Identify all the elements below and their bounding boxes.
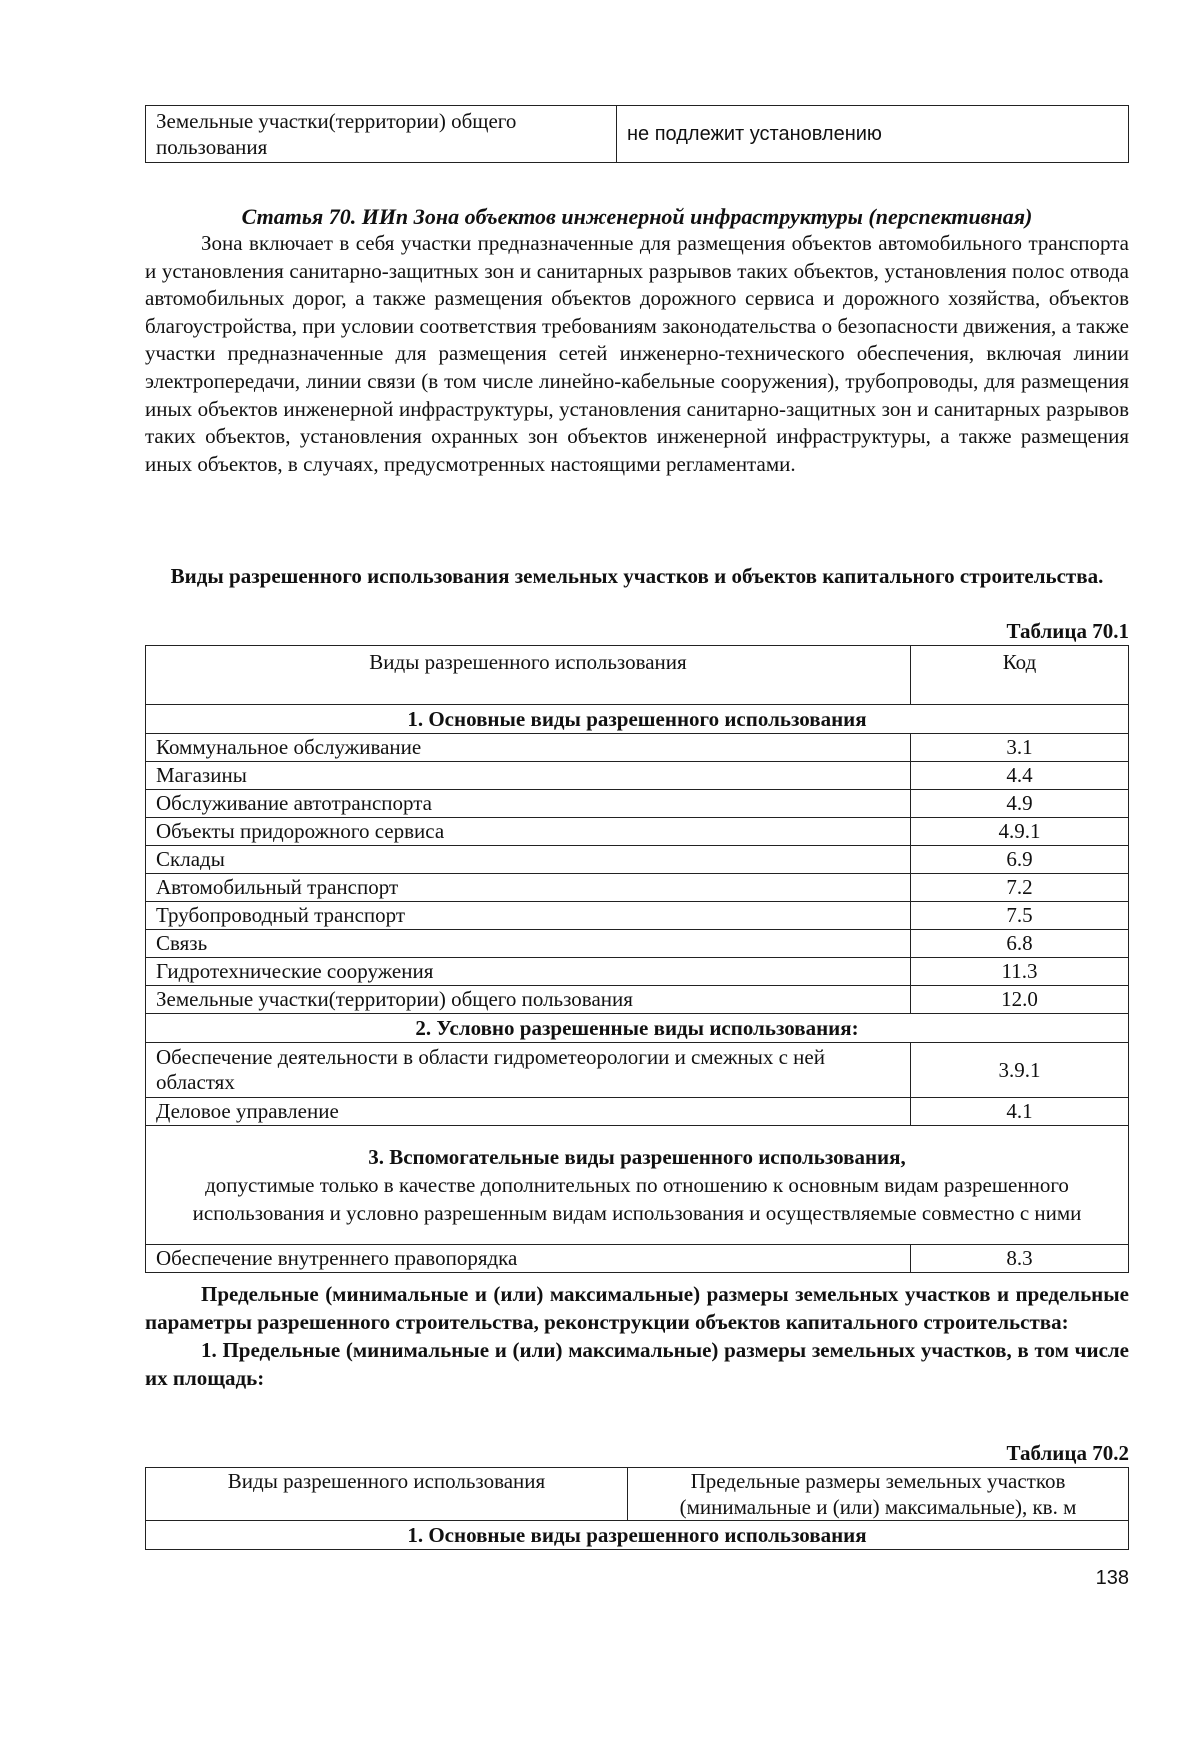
top-table-value-cell: не подлежит установлению [617, 106, 1129, 163]
header-name-cell: Виды разрешенного использования [146, 646, 911, 705]
use-code-cell: 3.1 [911, 734, 1129, 762]
header-code-cell: Код [911, 646, 1129, 705]
section-row-auxiliary [146, 1126, 1129, 1245]
use-code-cell: 4.1 [911, 1098, 1129, 1126]
use-name-cell: Трубопроводный транспорт [146, 902, 911, 930]
article-heading: Статья 70. ИИп Зона объектов инженерной инфраструктуры (перспективная) [241, 204, 1033, 229]
article-paragraph: Зона включает в себя участки предназначенные для размещения объектов автомобильного транспорта и установления санитарно-защитных зон и санитарных разрывов таких объектов, установления полос отвода автомобильных дорог, а также размещения объектов дорожного сервиса и дорожного хозяйства, объектов благоустройства, при условии соответствия требованиям законодательства о безопасности движения, а также участки предназначенные для размещения сетей инженерно-технического обеспечения, включая линии электропередачи, линии связи (в том числе линейно-кабельные сооружения), трубопроводы, для размещения иных объектов инженерной инфраструктуры, установления санитарно-защитных зон и санитарных разрывов таких объектов, установления охранных зон объектов инженерной инфраструктуры, а также размещения иных объектов, в случаях, предусмотренных настоящими регламентами. [145, 231, 1129, 476]
table-header-row [146, 646, 1129, 705]
use-code-cell: 4.9.1 [911, 818, 1129, 846]
limits-item-1: 1. Предельные (минимальные и (или) максимальные) размеры земельных участков, в том числе их площадь: [145, 1338, 1129, 1390]
header-name-cell: Виды разрешенного использования [146, 1468, 628, 1521]
table-row [146, 1043, 1129, 1098]
table-row [146, 106, 1129, 163]
table-row [146, 818, 1129, 846]
use-code-cell: 7.5 [911, 902, 1129, 930]
table1-subtitle: Виды разрешенного использования земельных участков и объектов капитального строительства. [170, 564, 1104, 588]
top-table [145, 105, 1129, 163]
size-limits-table [145, 1467, 1129, 1550]
use-code-cell: 7.2 [911, 874, 1129, 902]
conditional-rows [146, 1043, 1129, 1126]
section-conditional-title: 2. Условно разрешенные виды использования: [146, 1014, 1129, 1043]
use-name-cell: Объекты придорожного сервиса [146, 818, 911, 846]
main-rows [146, 734, 1129, 1014]
table-row [146, 902, 1129, 930]
use-name-cell: Склады [146, 846, 911, 874]
use-name-cell: Коммунальное обслуживание [146, 734, 911, 762]
table-row [146, 734, 1129, 762]
table2-label: Таблица 70.2 [1006, 1441, 1129, 1465]
use-name-cell: Деловое управление [146, 1098, 911, 1126]
section-main-title: 1. Основные виды разрешенного использования [146, 1521, 1129, 1550]
use-code-cell: 6.9 [911, 846, 1129, 874]
top-table-name-cell: Земельные участки(территории) общего пользования [146, 106, 617, 163]
use-name-cell: Земельные участки(территории) общего пользования [146, 986, 911, 1014]
section-auxiliary-text: допустимые только в качестве дополнительных по отношению к основным видам разрешенного использования и условно разрешенным видам использования и осуществляемые совместно с ними [192, 1173, 1082, 1225]
use-name-cell: Гидротехнические сооружения [146, 958, 911, 986]
permitted-uses-table [145, 645, 1129, 1273]
table-row [146, 874, 1129, 902]
section-row-conditional [146, 1014, 1129, 1043]
section-main-title: 1. Основные виды разрешенного использования [146, 705, 1129, 734]
header-limits-cell: Предельные размеры земельных участков (минимальные и (или) максимальные), кв. м [628, 1468, 1129, 1521]
auxiliary-rows [146, 1245, 1129, 1273]
section-auxiliary-cell [146, 1126, 1129, 1245]
table-row [146, 986, 1129, 1014]
table-row [146, 762, 1129, 790]
table-header-row [146, 1468, 1129, 1521]
use-code-cell: 11.3 [911, 958, 1129, 986]
section-row-main [146, 1521, 1129, 1550]
table-row [146, 1098, 1129, 1126]
page-number: 138 [1095, 1567, 1129, 1589]
use-code-cell: 6.8 [911, 930, 1129, 958]
use-name-cell: Обеспечение внутреннего правопорядка [146, 1245, 911, 1273]
use-code-cell: 4.4 [911, 762, 1129, 790]
use-name-cell: Магазины [146, 762, 911, 790]
table-row [146, 958, 1129, 986]
limits-section [145, 1280, 1129, 1392]
limits-intro: Предельные (минимальные и (или) максимальные) размеры земельных участков и предельные параметры разрешенного строительства, реконструкции объектов капитального строительства: [145, 1282, 1129, 1334]
use-code-cell: 8.3 [911, 1245, 1129, 1273]
table1-label: Таблица 70.1 [1006, 619, 1129, 643]
table-row [146, 846, 1129, 874]
use-code-cell: 4.9 [911, 790, 1129, 818]
section-row-main [146, 705, 1129, 734]
table-row [146, 790, 1129, 818]
table-row [146, 1245, 1129, 1273]
use-name-cell: Автомобильный транспорт [146, 874, 911, 902]
table-row [146, 930, 1129, 958]
use-name-cell: Обслуживание автотранспорта [146, 790, 911, 818]
use-name-cell: Обеспечение деятельности в области гидрометеорологии и смежных с ней областях [146, 1043, 911, 1098]
section-auxiliary-title: 3. Вспомогательные виды разрешенного использования, [368, 1145, 906, 1169]
use-code-cell: 3.9.1 [911, 1043, 1129, 1098]
use-name-cell: Связь [146, 930, 911, 958]
use-code-cell: 12.0 [911, 986, 1129, 1014]
